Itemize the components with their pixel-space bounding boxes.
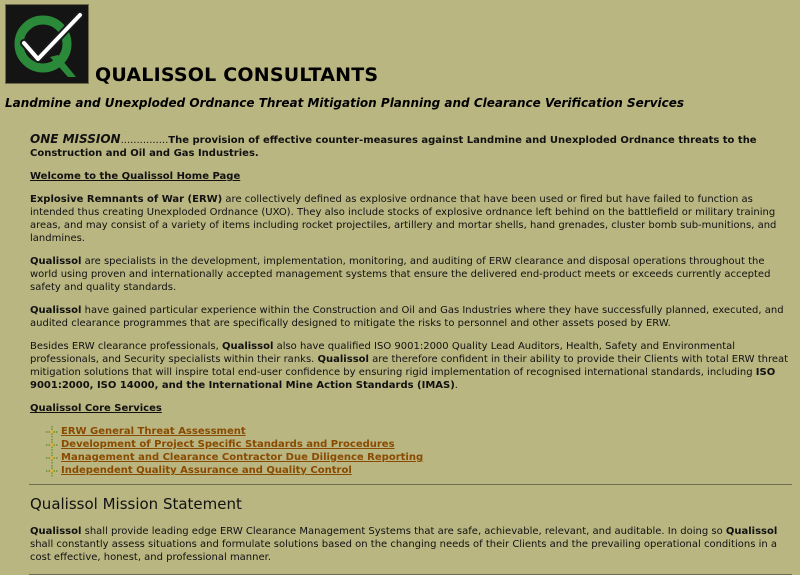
- specialists-paragraph: [30, 255, 792, 294]
- service-link-standards[interactable]: Development of Project Specific Standards and Procedures: [61, 439, 395, 450]
- core-services-list: [30, 425, 792, 477]
- company-ref: Qualissol: [317, 354, 369, 365]
- mission-lead: ONE MISSION: [30, 132, 121, 146]
- green-cross-bullet-icon: [46, 452, 58, 464]
- company-name: QUALISSOL CONSULTANTS: [95, 64, 379, 86]
- green-cross-bullet-icon: [46, 439, 58, 451]
- erw-text: are collectively defined as explosive ordnance that have been used or fired but have failed to function as intended thus creating Unexploded Ordnance (UXO). They also include stocks of explosive ordnance left behind on the battlefield or military training areas, and may consist of a variety of items including rocket projectiles, artillery and mortar shells, hand grenades, cluster bomb sub-munitions, and landmines.: [30, 194, 777, 244]
- mission-dots: ...............: [120, 135, 169, 146]
- one-mission: [30, 133, 792, 160]
- list-item: [46, 451, 792, 464]
- list-item: [46, 438, 792, 451]
- mission-statement-text-2: shall constantly assess situations and formulate solutions based on the changing needs of their Clients and the prevailing operational conditions in a cost effective, honest, and professional manner.: [30, 539, 778, 563]
- list-item: [46, 425, 792, 438]
- specialists-text: are specialists in the development, implementation, monitoring, and auditing of ERW clearance and disposal operations throughout the world using proven and internationally accepted management systems that ensure the delivered end-product meets or exceeds currently accepted safety and quality standards.: [30, 256, 771, 293]
- green-cross-bullet-icon: [46, 426, 58, 438]
- company-ref: Qualissol: [725, 526, 778, 537]
- company-ref: Qualissol: [30, 526, 82, 537]
- company-ref: Qualissol: [221, 341, 274, 352]
- list-item: [46, 464, 792, 477]
- standards-list: ISO 9001:2000, ISO 14000, and the International Mine Action Standards (IMAS): [30, 367, 776, 391]
- experience-text: have gained particular experience within the Construction and Oil and Gas Industries where they have successfully planned, executed, and audited clearance programmes that are specifically designed to mitigate the risks to personnel and other assets posed by ERW.: [30, 305, 784, 329]
- green-cross-bullet-icon: [46, 465, 58, 477]
- welcome-heading: Welcome to the Qualissol Home Page: [30, 171, 241, 182]
- standards-text-g: .: [454, 380, 458, 391]
- erw-term: Explosive Remnants of War (ERW): [30, 194, 223, 205]
- main-content: [30, 133, 792, 575]
- company-ref: Qualissol: [30, 256, 82, 267]
- core-services-heading: Qualissol Core Services: [30, 403, 162, 414]
- tagline: Landmine and Unexploded Ordnance Threat Mitigation Planning and Clearance Verification Services: [5, 96, 685, 110]
- service-link-due-diligence[interactable]: Management and Clearance Contractor Due Diligence Reporting: [61, 452, 424, 463]
- service-link-threat-assessment[interactable]: ERW General Threat Assessment: [61, 426, 246, 437]
- company-ref: Qualissol: [30, 305, 82, 316]
- divider: [29, 484, 792, 485]
- q-checkmark-logo-icon: [5, 4, 89, 84]
- standards-text-a: Besides ERW clearance professionals,: [30, 341, 222, 352]
- mission-statement-text-1: shall provide leading edge ERW Clearance Management Systems that are safe, achievable, relevant, and auditable. In doing so: [81, 526, 726, 537]
- standards-paragraph: [30, 340, 792, 392]
- erw-paragraph: [30, 193, 792, 245]
- mission-statement-text: [30, 525, 792, 564]
- mission-statement-title: Qualissol Mission Statement: [30, 495, 242, 513]
- standards-text-e: are therefore confident in their ability to provide their Clients with total ERW threat mitigation solutions that will inspire total end-user confidence by ensuring rigid implementation of recognised international standards, including: [30, 354, 789, 378]
- experience-paragraph: [30, 304, 792, 330]
- service-link-qa-qc[interactable]: Independent Quality Assurance and Quality Control: [61, 465, 352, 476]
- standards-text-c: also have qualified ISO 9001:2000 Quality Lead Auditors, Health, Safety and Environmental professionals, and Security specialists within their ranks.: [30, 341, 736, 365]
- mission-text: The provision of effective counter-measures against Landmine and Unexploded Ordnance threats to the Construction and Oil and Gas Industries.: [30, 135, 757, 159]
